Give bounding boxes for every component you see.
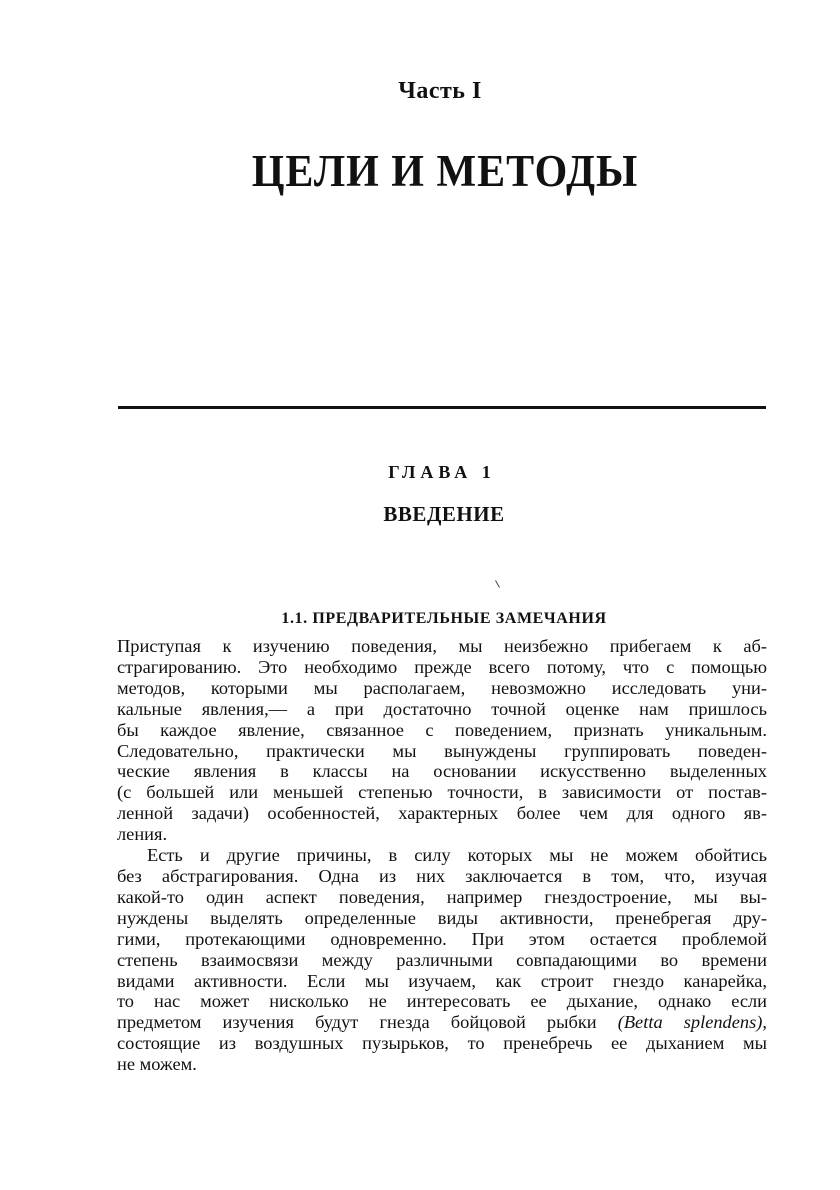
text-line: ления.	[117, 824, 168, 845]
text-line: страгированию. Это необходимо прежде всего потому, что с помощью	[117, 656, 767, 677]
body-text	[117, 636, 767, 1075]
text-line: методов, которыми мы располагаем, невозможно исследовать уни-	[117, 677, 767, 698]
text-line: кальные явления,— а при достаточно точной оценке нам пришлось	[117, 698, 767, 719]
text-line: состоящие из воздушных пузырьков, то пренебречь ее дыханием мы	[117, 1033, 767, 1054]
species-line-after: ,	[762, 1012, 768, 1033]
species-line-before: предметом изучения будут гнезда бойцовой рыбки	[117, 1012, 618, 1033]
text-line: (с большей или меньшей степенью точности, в зависимости от постав-	[117, 782, 767, 803]
text-line: Приступая к изучению поведения, мы неизбежно прибегаем к аб-	[117, 636, 767, 656]
text-line: ленной задачи) особенностей, характерных более чем для одного яв-	[117, 803, 767, 824]
text-line: какой-то один аспект поведения, например гнездостроение, мы вы-	[117, 886, 767, 907]
species-name: (Betta splendens)	[617, 1012, 763, 1033]
text-line: ческие явления в классы на основании искусственно выделенных	[117, 761, 767, 782]
text-line: без абстрагирования. Одна из них заключается в том, что, изучая	[117, 865, 767, 886]
chapter-label: ГЛАВА 1	[388, 462, 496, 482]
text-line: бы каждое явление, связанное с поведением, признать уникальным.	[117, 719, 767, 740]
paragraph-1	[117, 636, 767, 845]
text-line: видами активности. Если мы изучаем, как строит гнездо канарейка,	[117, 970, 767, 991]
paragraph-2	[117, 845, 767, 1075]
part-label: Часть I	[398, 78, 482, 104]
section-title: 1.1. ПРЕДВАРИТЕЛЬНЫЕ ЗАМЕЧАНИЯ	[281, 610, 607, 627]
text-line: Следовательно, практически мы вынуждены группировать поведен-	[117, 740, 767, 761]
text-line: степень взаимосвязи между различными совпадающими во времени	[117, 949, 767, 970]
text-line: Есть и другие причины, в силу которых мы не можем обойтись	[147, 845, 767, 866]
text-line: гими, протекающими одновременно. При этом остается проблемой	[117, 928, 767, 949]
text-line: не можем.	[117, 1054, 197, 1075]
text-line: нуждены выделять определенные виды активности, пренебрегая дру-	[117, 907, 767, 928]
chapter-title: ВВЕДЕНИЕ	[383, 502, 505, 526]
stray-mark	[495, 580, 500, 587]
text-line-species	[117, 1012, 767, 1033]
horizontal-rule	[118, 406, 766, 409]
part-title: ЦЕЛИ И МЕТОДЫ	[251, 147, 639, 197]
text-line: то нас может нисколько не интересовать ее дыхание, однако если	[117, 991, 767, 1012]
